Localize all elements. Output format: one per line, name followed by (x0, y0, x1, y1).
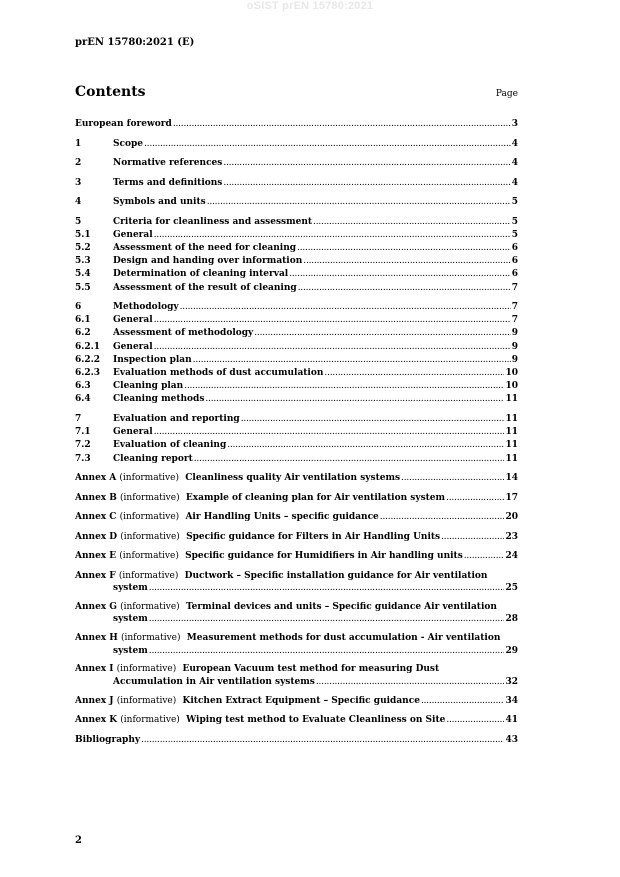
toc-entry-title: Assessment of methodology (113, 328, 254, 339)
leader-dots (154, 426, 505, 439)
annex-title: Wiping test method to Evaluate Cleanliness on Site (186, 715, 446, 726)
annex-informative: (informative) (120, 715, 180, 726)
toc-entry[interactable] (75, 367, 518, 380)
annex-informative: (informative) (120, 633, 181, 644)
toc-entry-page: 11 (505, 440, 518, 451)
leader-dots (421, 695, 505, 708)
leader-dots (254, 327, 510, 340)
toc-entry-page: 24 (505, 551, 518, 562)
toc-entry-title: Assessment of the result of cleaning (113, 282, 297, 293)
toc-entry-page: 6 (511, 242, 518, 253)
toc-entry-page: 10 (505, 381, 518, 392)
toc-entry-title: Cleaning methods (113, 394, 205, 405)
leader-dots (297, 242, 511, 255)
toc-entry[interactable] (75, 157, 518, 170)
toc-entry-page: 11 (505, 453, 518, 464)
annex-entry-f[interactable] (75, 570, 518, 595)
toc-entry-title: Evaluation and reporting (113, 413, 240, 424)
annex-entry-j[interactable] (75, 695, 518, 708)
leader-dots (223, 177, 510, 190)
leader-dots (316, 676, 505, 689)
toc-entry-page: 5 (511, 197, 518, 207)
leader-dots (173, 118, 511, 131)
toc-entry-title: European foreword (75, 119, 172, 129)
leader-dots (303, 255, 510, 268)
toc-entry[interactable] (75, 301, 518, 314)
annex-entry-b[interactable] (75, 492, 518, 505)
leader-dots (446, 492, 504, 505)
toc-entry-page: 9 (511, 341, 518, 352)
toc-entry-foreword[interactable] (75, 118, 518, 131)
toc-entry-number: 7.2 (75, 440, 91, 451)
toc-entry[interactable] (75, 341, 518, 354)
toc-entry-page: 25 (505, 583, 518, 594)
toc-entry[interactable] (75, 255, 518, 268)
annex-title: Measurement methods for dust accumulation - Air ventilation (186, 633, 501, 644)
annex-entry-g[interactable] (75, 601, 518, 626)
toc-entry-title: Design and handing over information (113, 256, 303, 267)
toc-entry[interactable] (75, 426, 518, 439)
leader-dots (223, 157, 510, 170)
leader-dots (313, 216, 511, 229)
toc-entry-page: 43 (505, 734, 518, 745)
contents-heading: Contents (75, 84, 146, 100)
toc-entry-number: 6 (75, 302, 82, 313)
toc-entry-number: 5 (75, 216, 82, 227)
annex-label: Annex G (75, 601, 117, 612)
annex-title: Specific guidance for Humidifiers in Air handling units (185, 551, 463, 562)
annex-entry-i[interactable] (75, 663, 518, 688)
toc-entry-page: 41 (505, 715, 518, 726)
toc-entry[interactable] (75, 453, 518, 466)
toc-entry-page: 7 (511, 315, 518, 326)
toc-entry-page: 11 (505, 427, 518, 438)
toc-entry-page: 23 (505, 531, 518, 542)
leader-dots (324, 367, 504, 380)
toc-entry-page: 6 (511, 256, 518, 267)
annex-title-continued: system (113, 583, 148, 594)
annex-label: Annex B (75, 492, 117, 503)
toc-entry-page: 9 (511, 354, 518, 365)
annex-title: Terminal devices and units – Specific guidance Air ventilation (185, 601, 497, 612)
toc-entry[interactable] (75, 216, 518, 229)
toc-entry[interactable] (75, 242, 518, 255)
toc-entry[interactable] (75, 282, 518, 295)
annex-label: Annex F (75, 570, 116, 581)
toc-entry-number: 5.3 (75, 256, 91, 267)
toc-entry-page: 10 (505, 368, 518, 379)
toc-entry-number: 5.1 (75, 229, 91, 240)
leader-dots (154, 229, 511, 242)
annex-title: Cleanliness quality Air ventilation systems (185, 473, 401, 484)
toc-entry[interactable] (75, 268, 518, 281)
annex-entry-a[interactable] (75, 472, 518, 485)
annex-label: Annex D (75, 531, 118, 542)
table-of-contents (75, 118, 518, 747)
toc-entry-number: 7.1 (75, 427, 91, 438)
toc-entry-page: 11 (505, 413, 518, 424)
toc-entry-number: 4 (75, 197, 82, 207)
toc-entry-page: 29 (505, 645, 518, 656)
toc-entry-number: 6.3 (75, 381, 91, 392)
toc-entry-page: 11 (505, 394, 518, 405)
toc-entry[interactable] (75, 196, 518, 209)
toc-entry-page: 4 (511, 138, 518, 149)
toc-entry-number: 7 (75, 413, 82, 424)
leader-dots (241, 413, 505, 426)
toc-entry-number: 2 (75, 158, 82, 168)
annex-informative: (informative) (120, 492, 180, 503)
annex-entry-c[interactable] (75, 511, 518, 524)
annex-label: Annex K (75, 715, 118, 726)
toc-entry-title: Cleaning report (113, 453, 193, 464)
toc-entry-title: Evaluation of cleaning (113, 440, 227, 451)
toc-entry[interactable] (75, 354, 518, 367)
toc-entry-title: Symbols and units (113, 197, 206, 207)
toc-entry-number: 6.2.3 (75, 368, 101, 379)
annex-informative: (informative) (116, 664, 177, 675)
page-number: 2 (75, 835, 82, 846)
toc-entry-title: Bibliography (75, 734, 141, 745)
toc-entry-page: 9 (511, 328, 518, 339)
toc-entry-title: Terms and definitions (113, 177, 223, 188)
toc-entry[interactable] (75, 177, 518, 190)
leader-dots (227, 439, 504, 452)
leader-dots (149, 613, 505, 626)
annex-label: Annex E (75, 551, 117, 562)
leader-dots (380, 511, 505, 524)
toc-entry-title: General (113, 427, 153, 438)
toc-entry-title: General (113, 341, 153, 352)
annex-informative: (informative) (118, 570, 179, 581)
toc-entry[interactable] (75, 314, 518, 327)
annex-title-continued: system (113, 614, 148, 625)
toc-entry[interactable] (75, 439, 518, 452)
toc-entry-number: 5.2 (75, 242, 91, 253)
annex-title-continued: system (113, 645, 148, 656)
annex-informative: (informative) (119, 512, 180, 523)
annex-informative: (informative) (120, 531, 180, 542)
toc-entry-number: 6.1 (75, 315, 91, 326)
toc-entry-page: 4 (511, 158, 518, 168)
toc-entry-page: 32 (505, 676, 518, 687)
watermark: oSIST prEN 15780:2021 (246, 0, 374, 12)
toc-entry-number: 6.2.2 (75, 354, 101, 365)
annex-entry-h[interactable] (75, 632, 518, 657)
toc-entry-page: 7 (511, 302, 518, 313)
toc-entry-bibliography[interactable] (75, 734, 518, 747)
toc-entry-number: 6.4 (75, 394, 91, 405)
toc-entry-number: 5.4 (75, 269, 91, 280)
toc-entry-title: Methodology (113, 302, 179, 313)
toc-entry[interactable] (75, 380, 518, 393)
leader-dots (446, 714, 504, 727)
toc-entry[interactable] (75, 138, 518, 151)
annex-title: Ductwork – Specific installation guidance for Air ventilation (184, 570, 488, 581)
toc-entry-page: 17 (505, 492, 518, 503)
annex-label: Annex J (75, 695, 114, 706)
annex-label: Annex C (75, 512, 117, 523)
annex-title: Air Handling Units – specific guidance (185, 512, 379, 523)
toc-entry[interactable] (75, 413, 518, 426)
annex-informative: (informative) (119, 473, 179, 484)
leader-dots (193, 354, 511, 367)
toc-entry-title: Normative references (113, 158, 223, 168)
annex-entry-k[interactable] (75, 714, 518, 727)
toc-entry-number: 1 (75, 138, 82, 149)
leader-dots (180, 301, 511, 314)
toc-entry-page: 7 (511, 282, 518, 293)
toc-entry-page: 3 (511, 119, 518, 129)
document-identifier: prEN 15780:2021 (E) (75, 37, 195, 48)
toc-entry-title: General (113, 315, 153, 326)
toc-entry-page: 28 (505, 614, 518, 625)
toc-entry-page: 20 (505, 512, 518, 523)
toc-entry-number: 6.2 (75, 328, 91, 339)
toc-entry-title: General (113, 229, 153, 240)
leader-dots (441, 531, 504, 544)
leader-dots (401, 472, 504, 485)
annex-label: Annex H (75, 633, 118, 644)
annex-title: Example of cleaning plan for Air ventilation system (185, 492, 446, 503)
toc-entry-page: 34 (505, 695, 518, 706)
toc-entry-number: 6.2.1 (75, 341, 101, 352)
annex-informative: (informative) (120, 601, 180, 612)
annex-title: Kitchen Extract Equipment – Specific guidance (182, 695, 420, 706)
annex-title: European Vacuum test method for measuring Dust (182, 664, 440, 675)
annex-entry-e[interactable] (75, 550, 518, 563)
leader-dots (194, 453, 505, 466)
toc-entry-number: 5.5 (75, 282, 91, 293)
annex-label: Annex I (75, 664, 114, 675)
leader-dots (154, 314, 511, 327)
annex-informative: (informative) (119, 551, 179, 562)
toc-entry-page: 6 (511, 269, 518, 280)
leader-dots (289, 268, 511, 281)
annex-label: Annex A (75, 473, 117, 484)
annex-informative: (informative) (116, 695, 177, 706)
toc-entry-number: 3 (75, 177, 82, 188)
toc-entry[interactable] (75, 229, 518, 242)
leader-dots (207, 196, 511, 209)
toc-entry-title: Cleaning plan (113, 381, 184, 392)
leader-dots (205, 393, 504, 406)
leader-dots (144, 138, 511, 151)
toc-entry[interactable] (75, 393, 518, 406)
leader-dots (141, 734, 504, 747)
toc-entry-title: Criteria for cleanliness and assessment (113, 216, 313, 227)
toc-entry-title: Assessment of the need for cleaning (113, 242, 297, 253)
toc-entry-number: 7.3 (75, 453, 91, 464)
toc-entry-title: Scope (113, 138, 144, 149)
leader-dots (149, 645, 505, 658)
annex-title: Specific guidance for Filters in Air Handling Units (186, 531, 441, 542)
leader-dots (149, 582, 505, 595)
annex-entry-d[interactable] (75, 531, 518, 544)
toc-entry-title: Inspection plan (113, 354, 192, 365)
annex-title-continued: Accumulation in Air ventilation systems (113, 676, 315, 687)
toc-entry-page: 5 (511, 216, 518, 227)
leader-dots (464, 550, 505, 563)
leader-dots (154, 341, 511, 354)
toc-entry[interactable] (75, 327, 518, 340)
toc-entry-page: 14 (505, 473, 518, 484)
leader-dots (184, 380, 504, 393)
toc-entry-title: Evaluation methods of dust accumulation (113, 368, 324, 379)
toc-entry-page: 4 (511, 177, 518, 188)
toc-entry-title: Determination of cleaning interval (113, 269, 289, 280)
toc-entry-page: 5 (511, 229, 518, 240)
page-column-header: Page (495, 89, 518, 99)
leader-dots (298, 282, 511, 295)
